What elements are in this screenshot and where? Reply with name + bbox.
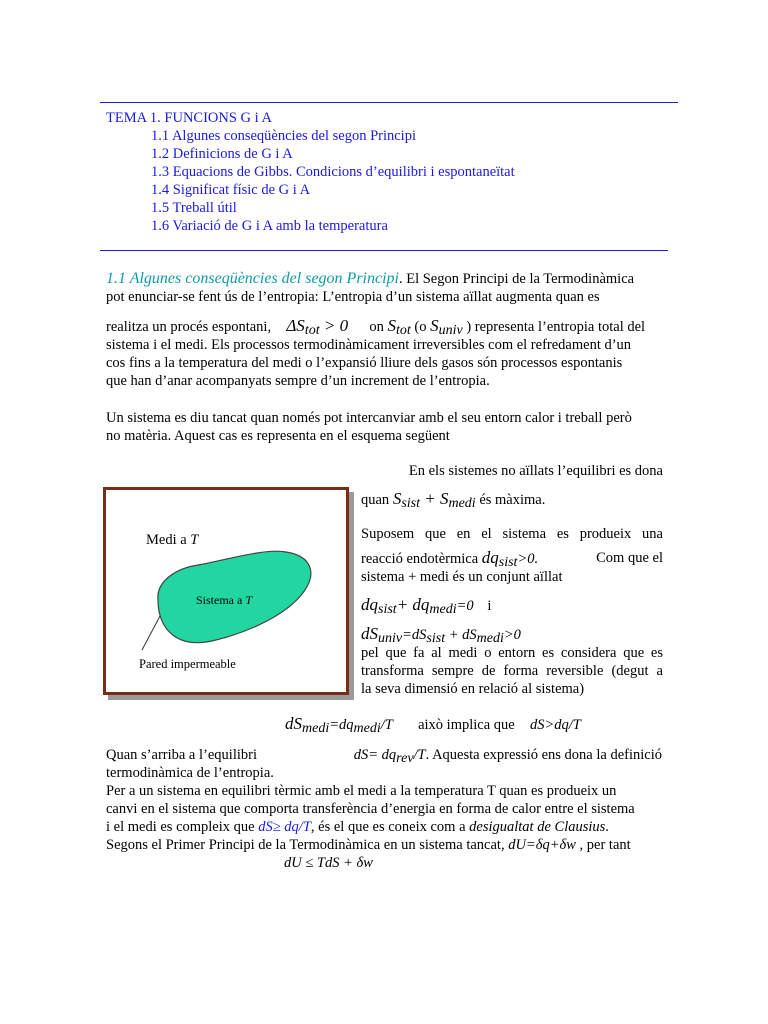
p2-line1: Un sistema es diu tancat quan només pot intercanviar amb el seu entorn calor i treball però <box>106 410 632 426</box>
eq-middle-text: això implica que <box>418 717 515 733</box>
rc-line10: la seva dimensió en relació al sistema) <box>361 681 585 697</box>
b-line5: i el medi es compleix que dS≥ dq/T, és el que es coneix com a desigualtat de Clausius. <box>106 819 609 835</box>
toc-item-4: 1.4 Significat físic de G i A <box>151 182 311 198</box>
toc-title: TEMA 1. FUNCIONS G i A <box>106 110 272 126</box>
rc-line7: $dS_{univ}=dS_{sist} + dS_{medi}>0$ <box>361 624 521 646</box>
eq-right-formula: dS>dq/T <box>529 717 581 733</box>
b-line7: dU ≤ TdS + δw <box>284 855 373 871</box>
p1-line6: que han d’anar acompanyats sempre d’un increment de l’entropia. <box>106 373 490 389</box>
outer-label: Medi a T <box>146 532 199 548</box>
rc-line6: $dq_{sist}+ dq_{medi}=0$ i <box>361 595 492 617</box>
system-diagram <box>103 487 349 695</box>
p2-line2: no matèria. Aquest cas es representa en el esquema següent <box>106 428 450 444</box>
inner-label: Sistema a T <box>196 593 253 607</box>
rc-line8: pel que fa al medi o entorn es considera que es <box>361 645 663 661</box>
rc-line2: quan $S_{sist} + S_{medi}$ és màxima. <box>361 489 546 511</box>
rc-line3: Suposem que en el sistema es produeix una <box>361 526 663 542</box>
b-line3: Per a un sistema en equilibri tèrmic amb el medi a la temperatura T quan es produeix un <box>106 783 617 799</box>
right-column <box>361 462 663 698</box>
wall-pointer-line <box>142 616 160 650</box>
toc-bottom-rule <box>100 250 668 251</box>
wall-label: Pared impermeable <box>139 657 236 671</box>
delta-s-formula: $\Delta S_{tot} > 0$ <box>286 316 349 338</box>
p1-line1-text: . El Segon Principi de la Termodinàmica <box>398 271 635 287</box>
section-paragraph-1 <box>106 270 662 306</box>
p1-line5: cos fins a la temperatura del medi o l’expansió lliure dels gasos són processos espontanis <box>106 355 623 371</box>
table-of-contents <box>106 109 515 235</box>
rc-line1: En els sistemes no aïllats l’equilibri es dona <box>408 463 663 479</box>
b-line1: Quan s’arriba a l’equilibri $dS= dq_{rev}/T$. Aquesta expressió ens dona la definició <box>106 747 662 766</box>
toc-item-5: 1.5 Treball útil <box>151 200 237 216</box>
p1-line3: realitza un procés espontani, $\Delta S_{tot} > 0$ on $S_{tot}$ (o $S_{univ}$ ) representa l’entropia total del <box>106 316 646 338</box>
b-line4: canvi en el sistema que comporta transferència d’energia en forma de calor entre el sistema <box>106 801 635 817</box>
bottom-paragraph <box>106 746 662 872</box>
p1-line2: pot enunciar-se fent ús de l’entropia: L’entropia d’un sistema aïllat augmenta quan es <box>106 289 600 305</box>
toc-item-6: 1.6 Variació de G i A amb la temperatura <box>151 218 388 234</box>
p1-line3-on: on <box>369 319 384 335</box>
b-line2: termodinàmica de l’entropia. <box>106 765 274 781</box>
p1-rest <box>106 336 662 390</box>
toc-item-1: 1.1 Algunes conseqüències del segon Principi <box>151 128 416 144</box>
top-rule <box>100 102 678 103</box>
rc-line5: sistema + medi és un conjunt aïllat <box>361 569 563 585</box>
section-heading: 1.1 Algunes conseqüències del segon Principi <box>106 270 399 287</box>
s-tot-symbol: $S_{tot}$ <box>387 316 411 338</box>
b-line6: Segons el Primer Principi de la Termodinàmica en un sistema tancat, dU=δq+δw , per tant <box>106 837 631 853</box>
toc-item-3: 1.3 Equacions de Gibbs. Condicions d’equilibri i espontaneïtat <box>151 164 515 180</box>
rc-line9: transforma sempre de forma reversible (degut a <box>361 663 663 679</box>
s-univ-symbol: $S_{univ}$ <box>430 316 463 338</box>
p1-line4: sistema i el medi. Els processos termodinàmicament irreversibles com el refredament d’un <box>106 337 632 353</box>
section-paragraph-2 <box>106 409 666 445</box>
rc-line4: reacció endotèrmica $dq_{sist}>0$. Com que el <box>361 548 663 570</box>
p1-line3-text-a: realitza un procés espontani, <box>106 319 272 335</box>
equation-line: $dS_{medi}=dq_{medi}/T$ això implica que dS>dq/T <box>285 714 581 736</box>
clausius-formula: dS≥ dq/T <box>258 819 311 835</box>
p1-line3-text-c: ) representa l’entropia total del <box>466 319 646 335</box>
toc-item-2: 1.2 Definicions de G i A <box>151 146 293 162</box>
